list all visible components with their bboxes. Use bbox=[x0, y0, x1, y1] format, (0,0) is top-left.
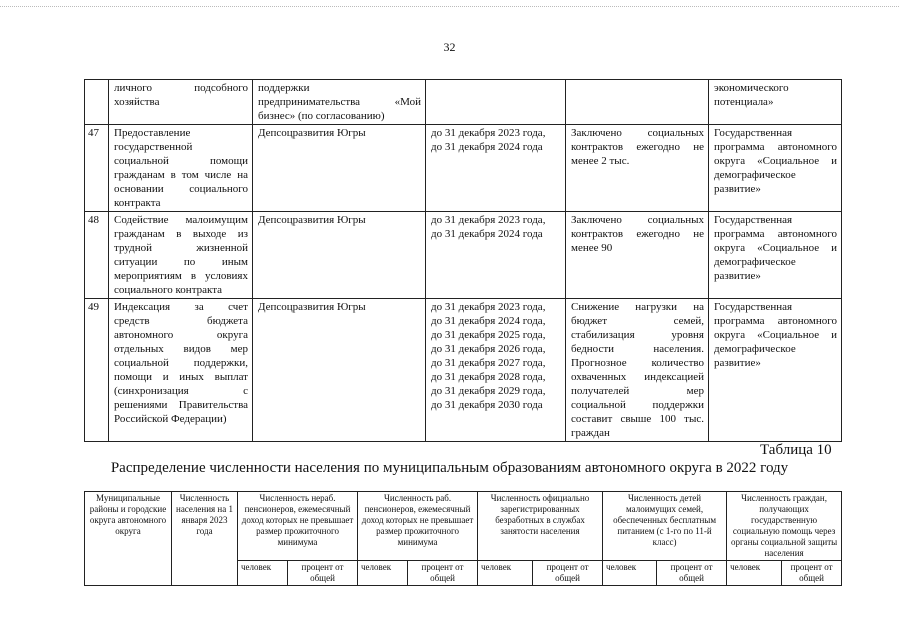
cell-line: до 31 декабря 2025 года, bbox=[431, 329, 546, 341]
cell-line: Депсоцразвития Югры bbox=[258, 127, 366, 139]
source-cell bbox=[709, 299, 842, 442]
cell-line: гражданам в том числе на bbox=[114, 169, 248, 181]
cell-line: решениями Правительства bbox=[114, 399, 248, 411]
cell-line: до 31 декабря 2023 года, bbox=[431, 214, 546, 226]
deadline-cell bbox=[426, 125, 566, 212]
cell-line: округа «Социальное и bbox=[714, 155, 837, 167]
cell-line: граждан bbox=[571, 427, 610, 439]
cell-line: до 31 декабря 2030 года bbox=[431, 399, 543, 411]
executor-cell bbox=[253, 80, 426, 125]
cell-line: Государственная bbox=[714, 301, 793, 313]
cell-line: до 31 декабря 2024 года bbox=[431, 228, 543, 240]
table-row bbox=[85, 125, 842, 212]
table-row bbox=[85, 299, 842, 442]
source-cell bbox=[709, 80, 842, 125]
population-table bbox=[84, 491, 842, 586]
cell-line: программа автономного bbox=[714, 315, 837, 327]
executor-cell bbox=[253, 125, 426, 212]
cell-line: хозяйства bbox=[114, 96, 160, 108]
cell-line: до 31 декабря 2027 года, bbox=[431, 357, 546, 369]
row-number bbox=[85, 80, 109, 125]
header-nonworking-pensioners: Численность нераб. пенсионеров, ежемесячный доход которых не превышает размер прожиточного минимума bbox=[238, 492, 358, 561]
sub-percent: процент от общей bbox=[657, 561, 727, 586]
cell-line: Государственная bbox=[714, 214, 793, 226]
cell-line: развитие» bbox=[714, 183, 761, 195]
cell-line: развитие» bbox=[714, 357, 761, 369]
cell-line: программа автономного bbox=[714, 228, 837, 240]
cell-line: составит свыше 100 тыс. bbox=[571, 413, 704, 425]
cell-line: бизнес» (по согласованию) bbox=[258, 110, 385, 122]
cell-line: стабилизация уровня bbox=[571, 329, 704, 341]
deadline-cell bbox=[426, 299, 566, 442]
cell-line: Заключено социальных bbox=[571, 214, 704, 226]
row-number: 47 bbox=[85, 125, 109, 212]
sub-people: человек bbox=[603, 561, 657, 586]
deadline-cell bbox=[426, 212, 566, 299]
measure-cell bbox=[109, 212, 253, 299]
cell-line: средств бюджета bbox=[114, 315, 248, 327]
cell-line: округа «Социальное и bbox=[714, 329, 837, 341]
cell-line: Депсоцразвития Югры bbox=[258, 214, 366, 226]
cell-line: развитие» bbox=[714, 270, 761, 282]
measure-cell bbox=[109, 299, 253, 442]
cell-line: демографическое bbox=[714, 169, 796, 181]
cell-line: до 31 декабря 2024 года, bbox=[431, 315, 546, 327]
deadline-cell bbox=[426, 80, 566, 125]
cell-line: предпринимательства «Мой bbox=[258, 96, 421, 108]
scan-top-edge bbox=[0, 0, 899, 7]
cell-line: округа «Социальное и bbox=[714, 242, 837, 254]
cell-line: до 31 декабря 2028 года, bbox=[431, 371, 546, 383]
cell-line: контрактов ежегодно не bbox=[571, 141, 704, 153]
sub-percent: процент от общей bbox=[288, 561, 358, 586]
header-population: Численность населения на 1 января 2023 года bbox=[172, 492, 238, 586]
sub-percent: процент от общей bbox=[533, 561, 603, 586]
sub-percent: процент от общей bbox=[408, 561, 478, 586]
cell-line: Государственная bbox=[714, 127, 793, 139]
cell-line: трудной жизненной bbox=[114, 242, 248, 254]
cell-line: до 31 декабря 2029 года, bbox=[431, 385, 546, 397]
measures-table bbox=[84, 79, 842, 442]
header-unemployed: Численность официально зарегистрированных безработных в службах занятости населения bbox=[478, 492, 603, 561]
cell-line: менее 2 тыс. bbox=[571, 155, 630, 167]
header-social-aid: Численность граждан, получающих государственную социальную помощь через органы социальной защиты населения bbox=[727, 492, 842, 561]
page-number: 32 bbox=[443, 40, 456, 54]
cell-line: бюджет семей, bbox=[571, 315, 704, 327]
cell-line: Снижение нагрузки на bbox=[571, 301, 704, 313]
cell-line: получателей мер bbox=[571, 385, 704, 397]
sub-percent: процент от общей bbox=[782, 561, 842, 586]
cell-line: бедности населения. bbox=[571, 343, 704, 355]
cell-line: до 31 декабря 2023 года, bbox=[431, 301, 546, 313]
sub-people: человек bbox=[238, 561, 288, 586]
table-title: Распределение численности населения по муниципальным образованиям автономного округа в 2022 году bbox=[110, 460, 789, 476]
cell-line: помощи и иных выплат bbox=[114, 371, 248, 383]
cell-line: социальной поддержки bbox=[571, 399, 704, 411]
cell-line: Содействие малоимущим bbox=[114, 214, 248, 226]
result-cell bbox=[566, 125, 709, 212]
header-working-pensioners: Численность раб. пенсионеров, ежемесячный доход которых не превышает размер прожиточного минимума bbox=[358, 492, 478, 561]
cell-line: до 31 декабря 2026 года, bbox=[431, 343, 546, 355]
result-cell bbox=[566, 80, 709, 125]
header-children: Численность детей малоимущих семей, обеспеченных бесплатным питанием (с 1-го по 11-й класс) bbox=[603, 492, 727, 561]
measure-cell bbox=[109, 125, 253, 212]
measure-cell bbox=[109, 80, 253, 125]
cell-line: ситуации по иным bbox=[114, 256, 248, 268]
row-number: 49 bbox=[85, 299, 109, 442]
cell-line: демографическое bbox=[714, 343, 796, 355]
cell-line: (синхронизация с bbox=[114, 385, 248, 397]
sub-people: человек bbox=[358, 561, 408, 586]
cell-line: поддержки bbox=[258, 82, 310, 94]
cell-line: личного подсобного bbox=[114, 82, 248, 94]
sub-people: человек bbox=[727, 561, 782, 586]
row-number: 48 bbox=[85, 212, 109, 299]
cell-line: Депсоцразвития Югры bbox=[258, 301, 366, 313]
table-row bbox=[85, 80, 842, 125]
cell-line: социальной помощи bbox=[114, 155, 248, 167]
cell-line: государственной bbox=[114, 141, 193, 153]
cell-line: основании социального bbox=[114, 183, 248, 195]
cell-line: Предоставление bbox=[114, 127, 191, 139]
cell-line: программа автономного bbox=[714, 141, 837, 153]
source-cell bbox=[709, 125, 842, 212]
cell-line: до 31 декабря 2023 года, bbox=[431, 127, 546, 139]
cell-line: до 31 декабря 2024 года bbox=[431, 141, 543, 153]
cell-line: мероприятиям в условиях bbox=[114, 270, 248, 282]
cell-line: демографическое bbox=[714, 256, 796, 268]
cell-line: охваченных индексацией bbox=[571, 371, 704, 383]
cell-line: Заключено социальных bbox=[571, 127, 704, 139]
table-label: Таблица 10 bbox=[760, 442, 832, 458]
cell-line: контракта bbox=[114, 197, 161, 209]
cell-line: Прогнозное количество bbox=[571, 357, 704, 369]
cell-line: контрактов ежегодно не bbox=[571, 228, 704, 240]
cell-line: гражданам в выходе из bbox=[114, 228, 248, 240]
executor-cell bbox=[253, 212, 426, 299]
cell-line: Российской Федерации) bbox=[114, 413, 227, 425]
executor-cell bbox=[253, 299, 426, 442]
cell-line: Индексация за счет bbox=[114, 301, 248, 313]
source-cell bbox=[709, 212, 842, 299]
cell-line: автономного округа bbox=[114, 329, 248, 341]
cell-line: экономического bbox=[714, 82, 789, 94]
cell-line: менее 90 bbox=[571, 242, 613, 254]
cell-line: потенциала» bbox=[714, 96, 774, 108]
sub-people: человек bbox=[478, 561, 533, 586]
result-cell bbox=[566, 299, 709, 442]
header-municipality: Муниципальные районы и городские округа автономного округа bbox=[85, 492, 172, 586]
cell-line: социального контракта bbox=[114, 284, 223, 296]
cell-line: отдельных видов мер bbox=[114, 343, 248, 355]
result-cell bbox=[566, 212, 709, 299]
cell-line: социальной поддержки, bbox=[114, 357, 248, 369]
table-row bbox=[85, 212, 842, 299]
header-row bbox=[85, 492, 842, 561]
